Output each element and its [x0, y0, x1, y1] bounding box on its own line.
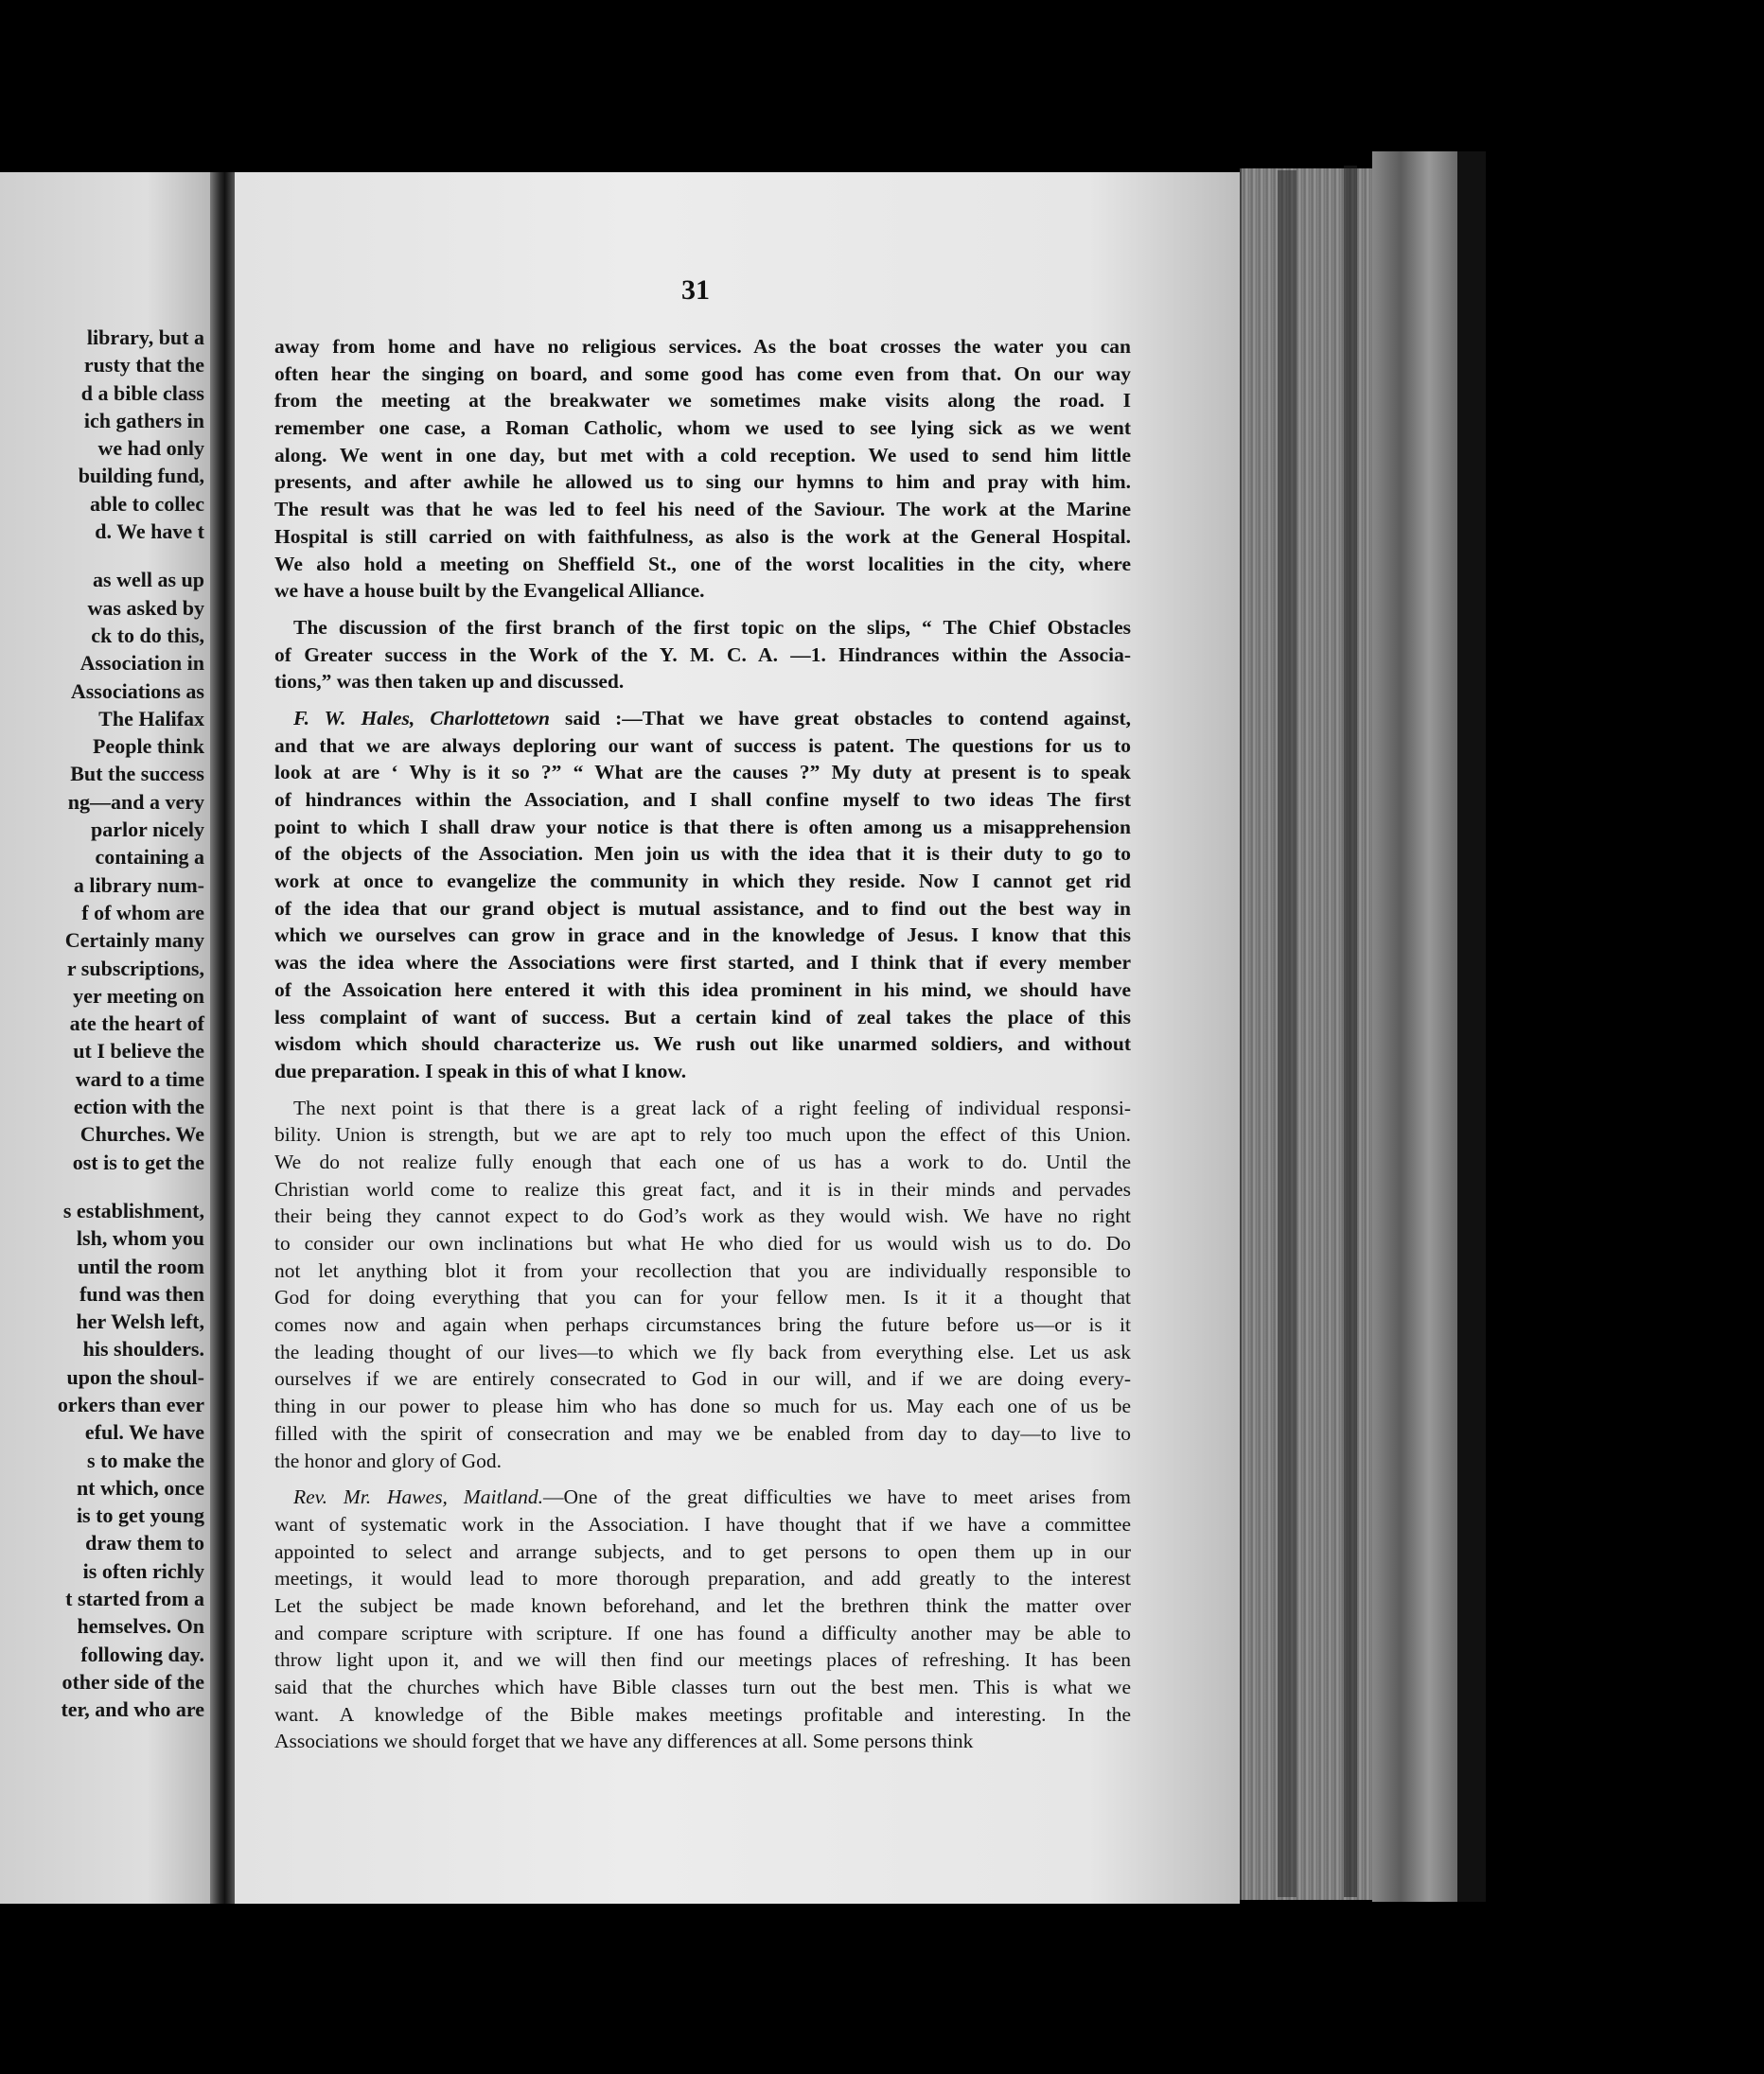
left-page-line: lsh, whom you [76, 1226, 204, 1251]
page-edge-band [1344, 166, 1357, 1897]
left-page-line [0, 545, 210, 566]
left-page-line: ate the heart of [69, 1011, 204, 1036]
left-page-line: we had only [97, 436, 204, 461]
text-line: was the idea where the Associations were first started, and I think that if every member [274, 951, 1131, 975]
text-line: their being they cannot expect to do God’s work as they would wish. We have no right [274, 1204, 1131, 1228]
paragraph-gap [274, 1085, 1131, 1095]
left-page-line: draw them to [85, 1531, 204, 1556]
left-page-line: Associations as [70, 678, 204, 703]
text-line: of Greater success in the Work of the Y. M. C. A. —1. Hindrances within the Associa- [274, 642, 1131, 666]
text-line: which we ourselves can grow in grace and in the knowledge of Jesus. I know that this [274, 923, 1131, 947]
text-line: Christian world come to realize this great fact, and it is in their minds and pervades [274, 1177, 1131, 1201]
left-page-line: containing a [95, 845, 204, 870]
text-line: due preparation. I speak in this of what I know. [274, 1059, 687, 1082]
body-text [274, 333, 1131, 1755]
speaker-name: F. W. Hales, Charlottetown [293, 706, 550, 729]
left-page-line: orkers than ever [57, 1392, 204, 1416]
text-line: The discussion of the first branch of the first topic on the slips, “ The Chief Obstacles [293, 615, 1131, 639]
text-line: of hindrances within the Association, and I shall confine myself to two ideas The first [274, 788, 1131, 811]
left-page-line: ost is to get the [72, 1150, 204, 1174]
page-edge-band [1278, 170, 1297, 1897]
left-page-line: ut I believe the [73, 1039, 204, 1063]
left-page-line: d. We have t [95, 519, 204, 544]
left-page-line: s to make the [86, 1448, 204, 1472]
left-page-line: t started from a [65, 1587, 204, 1611]
left-page-line: ter, and who are [61, 1697, 204, 1722]
text-line: thing in our power to please him who has done so much for us. May each one of us be [274, 1395, 1131, 1418]
left-page-line: s establishment, [62, 1198, 204, 1222]
text-line: and that we are always deploring our want of success is patent. The questions for us to [274, 733, 1131, 757]
left-page-text [0, 324, 210, 1724]
left-page-line: But the success [70, 762, 204, 786]
left-page-line: is to get young [76, 1503, 204, 1528]
text-line: from the meeting at the breakwater we sometimes make visits along the road. I [274, 389, 1131, 413]
text-line [274, 705, 1131, 732]
text-line: work at once to evangelize the community in which they reside. Now I cannot get rid [274, 870, 1131, 893]
text-line: appointed to select and arrange subjects, and to get persons to open them up in our [274, 1539, 1131, 1563]
text-line: look at are ‘ Why is it so ?” “ What are the causes ?” My duty at present is to speak [274, 761, 1131, 784]
text-line: along. We went in one day, but met with a cold reception. We used to send him little [274, 443, 1131, 466]
left-page-line: building fund, [78, 464, 204, 488]
text-line: of the idea that our grand object is mutual assistance, and to find out the best way in [274, 896, 1131, 920]
text-line: often hear the singing on board, and some good has come even from that. On our way [274, 361, 1131, 385]
speaker-remark: said :—That we have great obstacles to contend against, [549, 706, 1131, 729]
page-edge-band [1372, 151, 1457, 1902]
left-page-line: ck to do this, [91, 623, 204, 647]
left-page-line: ng—and a very [67, 789, 204, 814]
left-page-line: ection with the [73, 1095, 204, 1119]
paragraph [274, 333, 1131, 605]
text-line: Hospital is still carried on with faithfulness, as also is the work at the General Hospital. [274, 524, 1131, 548]
left-page-line: her Welsh left, [76, 1309, 204, 1334]
left-page-line: until the room [77, 1254, 204, 1278]
paragraph-gap [274, 695, 1131, 705]
text-line: of the Assoication here entered it with this idea prominent in his mind, we should have [274, 977, 1131, 1001]
text-line: away from home and have no religious services. As the boat crosses the water you can [274, 335, 1131, 358]
paragraph [274, 1095, 1131, 1475]
left-page-line: able to collec [90, 491, 204, 516]
text-line [274, 1484, 1131, 1511]
text-line: ourselves if we are entirely consecrated to God in our will, and if we are doing every- [274, 1367, 1131, 1391]
text-line: want of systematic work in the Association. I have thought that if we have a committee [274, 1512, 1131, 1536]
page-number: 31 [681, 274, 710, 306]
left-page-line: other side of the [62, 1669, 204, 1694]
text-line: The next point is that there is a great lack of a right feeling of individual responsi- [293, 1096, 1131, 1119]
left-page-line: Association in [79, 651, 204, 676]
left-page-line: Certainly many [64, 928, 204, 953]
left-page [0, 172, 210, 1904]
paragraph-gap [274, 1474, 1131, 1484]
text-line: We also hold a meeting on Sheffield St., one of the worst localities in the city, where [274, 552, 1131, 575]
text-line: God for doing everything that you can for your fellow men. Is it it a thought that [274, 1286, 1131, 1309]
text-line: comes now and again when perhaps circumstances bring the future before us—or is it [274, 1313, 1131, 1337]
text-line: the leading thought of our lives—to which we fly back from everything else. Let us ask [274, 1340, 1131, 1363]
book-gutter [210, 172, 235, 1904]
text-line: said that the churches which have Bible classes turn out the best men. This is what we [274, 1676, 1131, 1698]
text-line: filled with the spirit of consecration and may we be enabled from day to day—to live to [274, 1421, 1131, 1445]
left-page-line: yer meeting on [73, 983, 204, 1008]
text-line: bility. Union is strength, but we are apt to rely too much upon the effect of this Union. [274, 1123, 1131, 1147]
left-page-line: fund was then [79, 1281, 204, 1306]
left-page-line: his shoulders. [82, 1337, 204, 1362]
text-line: to consider our own inclinations but what He who died for us would wish us to do. Do [274, 1232, 1131, 1255]
text-line: want. A knowledge of the Bible makes meetings profitable and interesting. In the [274, 1702, 1131, 1726]
book-cover-edge [1457, 151, 1486, 1902]
paragraph [274, 705, 1131, 1085]
text-line: not let anything blot it from your recollection that you are individually responsible to [274, 1258, 1131, 1282]
left-page-line: a library num- [73, 872, 204, 897]
text-line: and compare scripture with scripture. If one has found a difficulty another may be able to [274, 1621, 1131, 1644]
text-line: throw light upon it, and we will then find our meetings places of refreshing. It has been [274, 1648, 1131, 1672]
left-page-line: d a bible class [80, 380, 204, 405]
paragraph [274, 1484, 1131, 1755]
text-line: meetings, it would lead to more thorough preparation, and add greatly to the interest [274, 1567, 1131, 1591]
text-line: presents, and after awhile he allowed us to sing our hymns to him and pray with him. [274, 470, 1131, 494]
text-line: point to which I shall draw your notice is that there is often among us a misapprehension [274, 815, 1131, 838]
speaker-name: Rev. Mr. Hawes, Maitland. [293, 1485, 544, 1509]
paragraph [274, 614, 1131, 695]
left-page-line: f of whom are [81, 900, 204, 924]
text-line: The result was that he was led to feel his need of the Saviour. The work at the Marine [274, 498, 1131, 521]
left-page-line: was asked by [87, 595, 204, 620]
left-page-line: ward to a time [75, 1066, 204, 1091]
left-page-line: as well as up [93, 568, 204, 592]
text-line: the honor and glory of God. [274, 1449, 503, 1472]
text-line: tions,” was then taken up and discussed. [274, 670, 625, 694]
left-page-line: The Halifax [98, 706, 204, 730]
text-line: We do not realize fully enough that each one of us has a work to do. Until the [274, 1150, 1131, 1173]
left-page-line: eful. We have [84, 1420, 204, 1445]
left-page-line: Churches. We [79, 1122, 204, 1147]
text-line: of the objects of the Association. Men join us with the idea that it is their duty to go to [274, 842, 1131, 866]
left-page-line: ich gathers in [83, 408, 204, 432]
text-line: less complaint of want of success. But a certain kind of zeal takes the place of this [274, 1005, 1131, 1028]
text-line: wisdom which should characterize us. We rush out like unarmed soldiers, and without [274, 1032, 1131, 1056]
text-line: Associations we should forget that we have any differences at all. Some persons think [274, 1730, 974, 1753]
left-page-line: upon the shoul- [66, 1364, 204, 1389]
left-page-line: following day. [80, 1642, 204, 1666]
left-page-line: hemselves. On [77, 1614, 204, 1639]
text-line: we have a house built by the Evangelical Alliance. [274, 579, 705, 603]
left-page-line: People think [93, 734, 204, 759]
left-page-line: is often richly [82, 1558, 204, 1583]
left-page-line [0, 1176, 210, 1197]
left-page-line: parlor nicely [91, 817, 204, 842]
paragraph-gap [274, 605, 1131, 614]
text-line: Let the subject be made known beforehand, and let the brethren think the matter over [274, 1593, 1131, 1617]
left-page-line: rusty that the [83, 353, 204, 378]
left-page-line: r subscriptions, [66, 956, 204, 980]
left-page-line: library, but a [86, 325, 204, 349]
speaker-remark: —One of the great difficulties we have to meet arises from [543, 1485, 1131, 1509]
text-line: remember one case, a Roman Catholic, whom we used to see lying sick as we went [274, 416, 1131, 440]
left-page-line: nt which, once [76, 1475, 204, 1500]
